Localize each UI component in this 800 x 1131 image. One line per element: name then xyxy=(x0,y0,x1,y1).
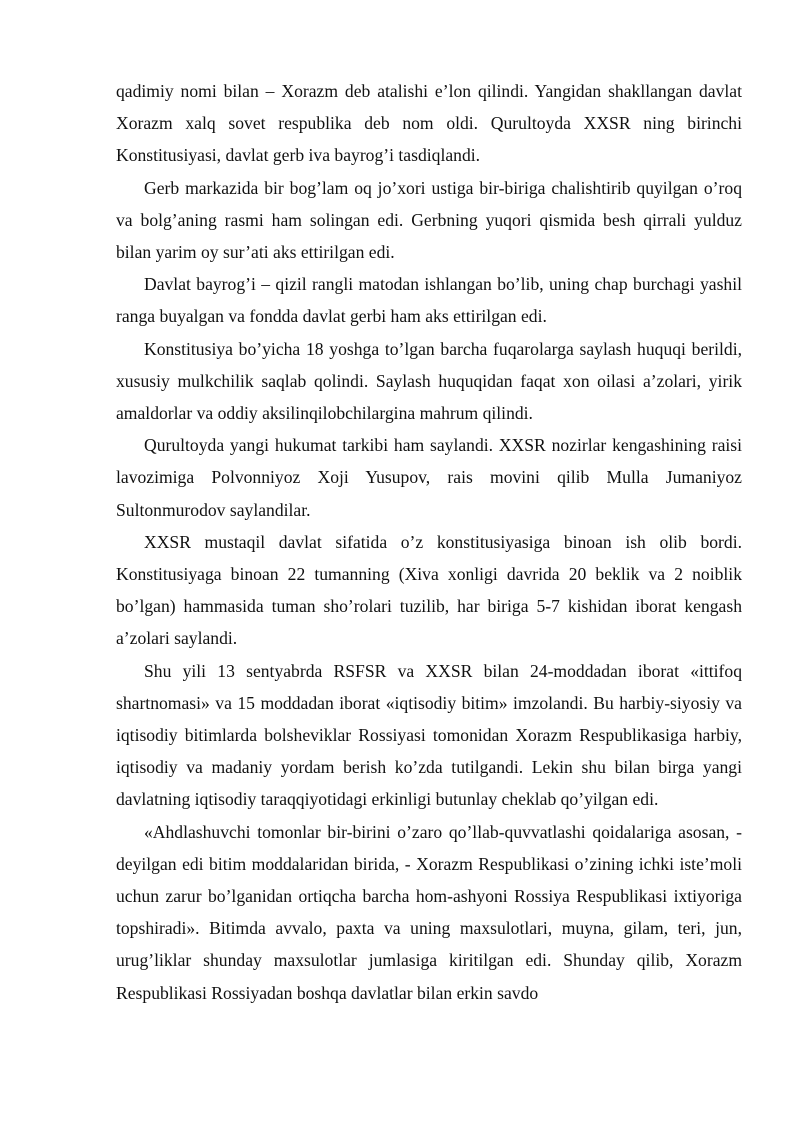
paragraph-treaty-quote: «Ahdlashuvchi tomonlar bir-birini o’zaro qo’llab-quvvatlashi qoidalariga asosan, - deyilgan edi bitim moddalaridan birida, - Xorazm Respublikasi o’zining ichki iste’moli uchun zarur bo’lganidan ortiqcha barcha hom-ashyoni Rossiya Respublikasi ixtiyoriga topshiradi». Bitimda avvalo, paxta va uning maxsulotlari, muyna, gilam, teri, jun, urug’liklar shunday maxsulotlar jumlasiga kiritilgan edi. Shunday qilib, Xorazm Respublikasi Rossiyadan boshqa davlatlar bilan erkin savdo xyxy=(116,821,742,1003)
paragraph-treaty: Shu yili 13 sentyabrda RSFSR va XXSR bilan 24-moddadan iborat «ittifoq shartnomasi» va 15 moddadan iborat «iqtisodiy bitim» imzolandi. Bu harbiy-siyosiy va iqtisodiy bitimlarda bolsheviklar Rossiyasi tomonidan Xorazm Respublikasiga harbiy, iqtisodiy va madaniy yordam berish ko’zda tutilgandi. Lekin shu bilan birga yangi davlatning iqtisodiy taraqqiyotidagi erkinligi butunlay cheklab qo’yilgan edi. xyxy=(116,660,742,810)
paragraph-coat-of-arms: Gerb markazida bir bog’lam oq jo’xori ustiga bir-biriga chalishtirib quyilgan o’roq va bolg’aning rasmi ham solingan edi. Gerbning yuqori qismida besh qirrali yulduz bilan yarim oy sur’ati aks ettirilgan edi. xyxy=(116,177,742,263)
paragraph-districts: XXSR mustaqil davlat sifatida o’z konstitusiyasiga binoan ish olib bordi. Konstitusiyaga binoan 22 tumanning (Xiva xonligi davrida 20 beklik va 2 noiblik bo’lgan) hammasida tuman sho’rolari tuzilib, har biriga 5-7 kishidan iborat kengash a’zolari saylandi. xyxy=(116,531,742,649)
document-page xyxy=(116,75,742,1009)
paragraph-continuation: qadimiy nomi bilan – Xorazm deb atalishi e’lon qilindi. Yangidan shakllangan davlat Xorazm xalq sovet respublika deb nom oldi. Qurultoyda XXSR ning birinchi Konstitusiyasi, davlat gerb iva bayrog’i tasdiqlandi. xyxy=(116,81,742,166)
paragraph-voting-rights: Konstitusiya bo’yicha 18 yoshga to’lgan barcha fuqarolarga saylash huquqi berildi, xususiy mulkchilik saqlab qolindi. Saylash huquqidan faqat xon oilasi a’zolari, yirik amaldorlar va oddiy aksilinqilobchilargina mahrum qilindi. xyxy=(116,338,742,424)
paragraph-state-flag: Davlat bayrog’i – qizil rangli matodan ishlangan bo’lib, uning chap burchagi yashil ranga buyalgan va fondda davlat gerbi ham aks ettirilgan edi. xyxy=(116,274,742,327)
paragraph-government: Qurultoyda yangi hukumat tarkibi ham saylandi. XXSR nozirlar kengashining raisi lavozimiga Polvonniyoz Xoji Yusupov, rais movini qilib Mulla Jumaniyoz Sultonmurodov saylandilar. xyxy=(116,435,742,520)
